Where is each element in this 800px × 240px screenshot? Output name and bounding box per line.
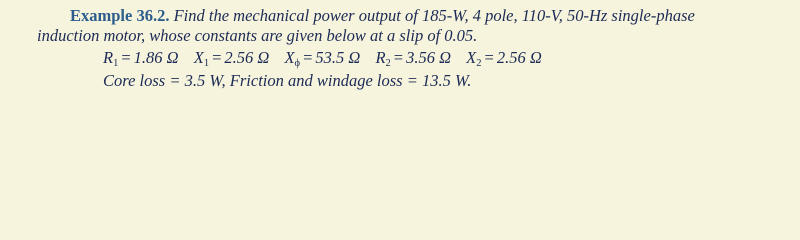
example-heading-line [70, 6, 695, 26]
problem-statement-line-2: induction motor, whose constants are given below at a slip of 0.05. [37, 26, 478, 45]
constant-r2: R2 = 3.56 Ω [375, 48, 452, 69]
constant-r1: R1 = 1.86 Ω [103, 48, 179, 69]
problem-statement-line-1: Find the mechanical power output of 185-W, 4 pole, 110-V, 50-Hz single-phase [173, 6, 695, 25]
loss-values: Core loss = 3.5 W, Friction and windage loss = 13.5 W. [103, 71, 472, 90]
constant-x2: X2 = 2.56 Ω [466, 48, 542, 69]
example-number: Example 36.2. [70, 6, 170, 25]
constant-x1: X1 = 2.56 Ω [193, 48, 270, 69]
constant-x-phi: Xϕ = 53.5 Ω [284, 48, 361, 69]
